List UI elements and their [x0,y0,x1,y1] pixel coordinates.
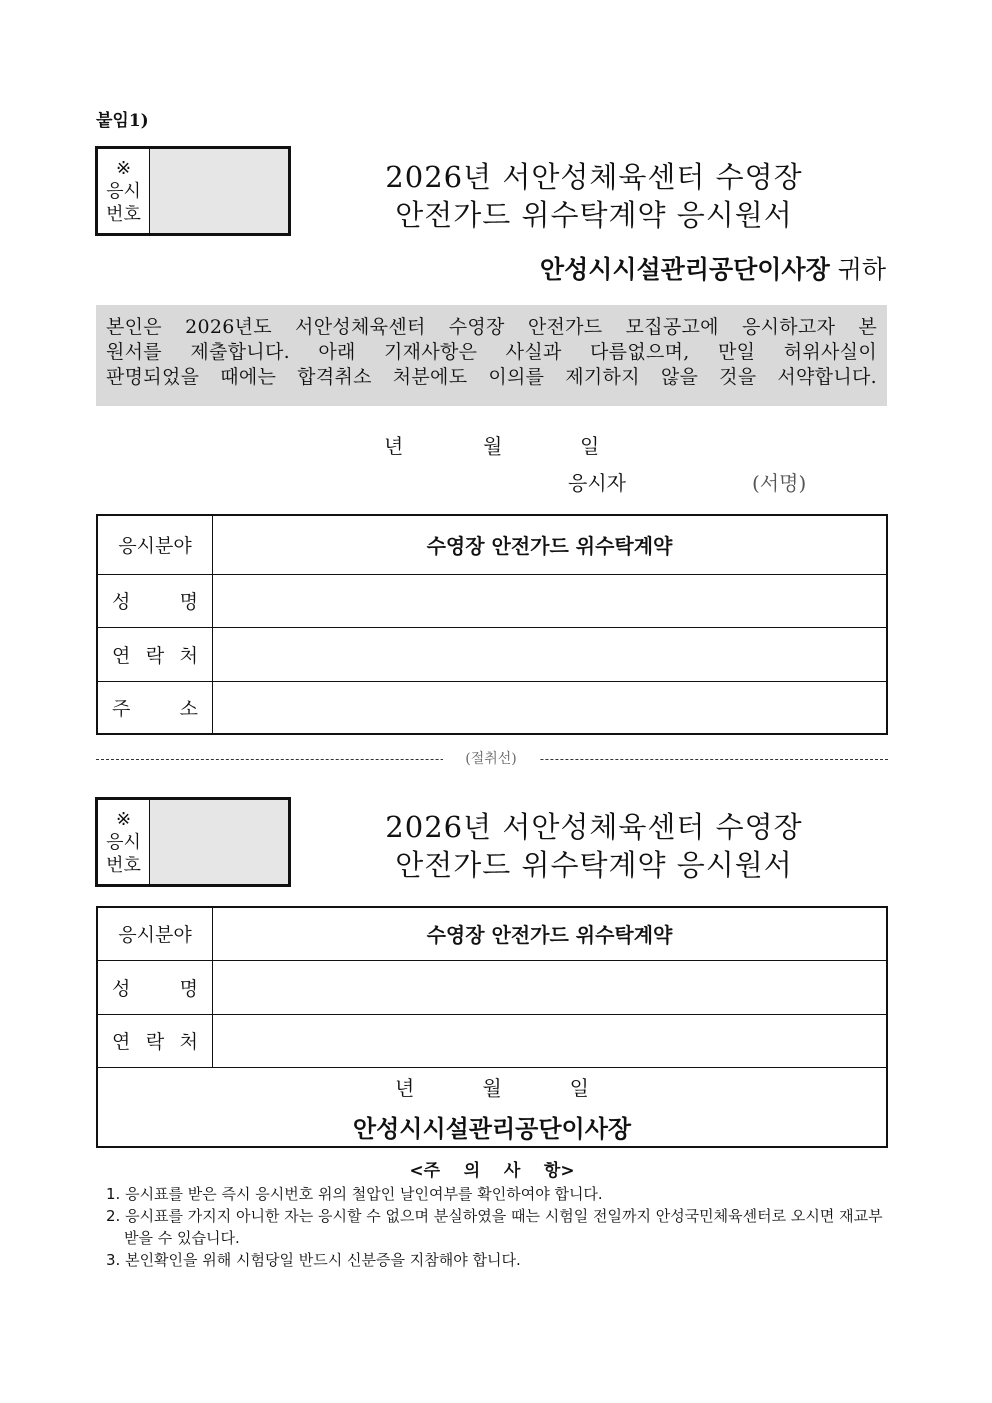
table-row [97,681,887,734]
ticket-number-label [98,800,150,884]
title-line1: 2026년 서안성체육센터 수영장 [385,810,803,844]
pledge-line: 판명되었을 때에는 합격취소 처분에도 이의를 제기하지 않을 것을 서약합니다. [106,366,877,388]
ticket-number-field[interactable] [150,800,288,884]
table-row [97,627,887,681]
title-line2: 안전가드 위수탁계약 응시원서 [395,848,793,882]
date-year: 년 [384,434,404,458]
pledge-line: 원서를 제출합니다. 아래 기재사항은 사실과 다름없으며, 만일 허위사실이 [106,341,877,363]
table-row [97,960,887,1014]
pledge-statement [96,305,887,406]
issuer-name: 안성시시설관리공단이사장 [352,1113,632,1143]
field-label-name: 성 명 [97,960,213,1014]
reference-mark: ※ [115,808,132,830]
number-label-line2: 번호 [106,854,141,876]
field-label-address: 주 소 [97,681,213,734]
name-field[interactable] [213,574,888,627]
notice-title: <주 의 사 항> [409,1161,575,1181]
ticket-form-table [96,906,888,1148]
issue-date [98,1072,886,1101]
ticket-number-box [95,797,291,887]
addressee-suffix: 귀하 [837,255,886,284]
field-label-name: 성 명 [97,574,213,627]
applicant-label: 응시자 [568,471,626,495]
contact-field[interactable] [213,627,888,681]
signature-label[interactable]: (서명) [752,471,807,495]
document-title [300,158,888,234]
table-row [97,1014,887,1067]
field-label-category: 응시분야 [97,907,213,960]
number-label-line1: 응시 [106,831,141,853]
list-item: 2. 응시표를 가지지 아니한 자는 응시할 수 없으며 분실하였을 때는 시험일 전일까지 안성국민체육센터로 오시면 재교부 받을 수 있습니다. [106,1207,883,1247]
application-number-label [98,149,150,233]
table-row [97,515,887,574]
date-month: 월 [482,1075,502,1100]
pledge-line: 본인은 2026년도 서안성체육센터 수영장 안전가드 모집공고에 응시하고자 본 [106,316,877,338]
list-item: 1. 응시표를 받은 즉시 응시번호 위의 철압인 날인여부를 확인하여야 합니다. [106,1185,603,1203]
ticket-title [300,808,888,884]
list-item: 3. 본인확인을 위해 시험당일 반드시 신분증을 지참해야 합니다. [106,1251,521,1269]
application-number-box [95,146,291,236]
date-day: 일 [569,1075,589,1100]
date-year: 년 [395,1075,415,1100]
table-row [97,574,887,627]
addressee [540,250,886,286]
application-form-table [96,514,888,735]
date-month: 월 [483,434,503,458]
contact-field[interactable] [213,1014,888,1067]
name-field[interactable] [213,960,888,1014]
number-label-line1: 응시 [106,180,141,202]
date-day: 일 [580,434,600,458]
cut-line-label: (절취선) [443,748,539,768]
attachment-label: 붙임1) [96,111,149,131]
addressee-name: 안성시시설관리공단이사장 [539,255,830,284]
title-line2: 안전가드 위수탁계약 응시원서 [395,198,793,232]
address-field[interactable] [213,681,888,734]
application-number-field[interactable] [150,149,288,233]
number-label-line2: 번호 [106,203,141,225]
reference-mark: ※ [115,157,132,179]
field-label-contact: 연 락 처 [97,627,213,681]
issuer-cell [97,1067,887,1147]
field-label-contact: 연 락 처 [97,1014,213,1067]
table-row [97,907,887,960]
title-line1: 2026년 서안성체육센터 수영장 [385,160,803,194]
field-value-category: 수영장 안전가드 위수탁계약 [213,907,888,960]
table-row [97,1067,887,1147]
field-label-category: 응시분야 [97,515,213,574]
field-value-category: 수영장 안전가드 위수탁계약 [213,515,888,574]
notice-list [106,1183,886,1271]
